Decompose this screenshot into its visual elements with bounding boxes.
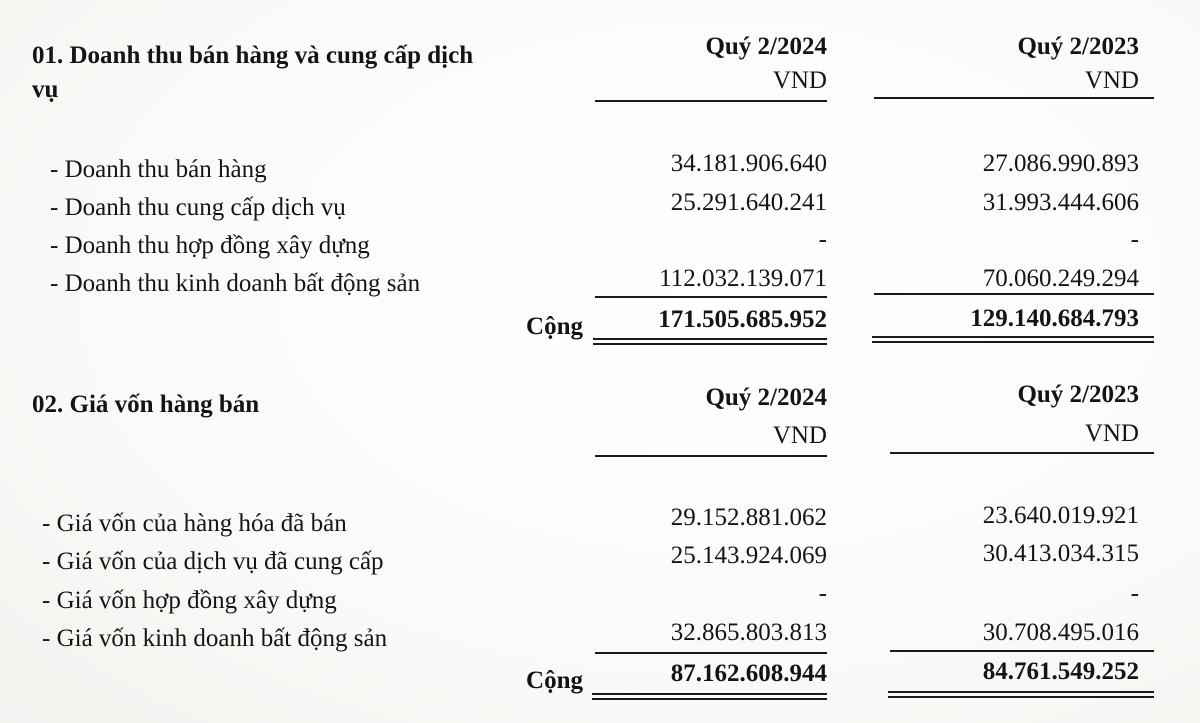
row-value-prior: 23.640.019.921	[982, 502, 1139, 529]
header-underline	[874, 97, 1154, 99]
header-underline	[890, 452, 1154, 454]
header-underline	[595, 100, 827, 102]
header-underline	[595, 455, 827, 457]
row-label: - Giá vốn kinh doanh bất động sản	[42, 625, 388, 652]
total-double-rule	[592, 693, 827, 700]
row-value-current: 32.865.803.813	[670, 619, 827, 646]
section-title: 02. Giá vốn hàng bán	[32, 391, 260, 418]
total-label: Cộng	[526, 313, 583, 340]
column-header-current-period: Quý 2/2024	[705, 33, 827, 60]
column-header-prior-period: Quý 2/2023	[1017, 381, 1139, 408]
total-value-prior: 84.761.549.252	[982, 658, 1139, 685]
column-unit-prior: VND	[1084, 67, 1139, 94]
row-label: - Doanh thu hợp đồng xây dựng	[50, 232, 370, 259]
row-value-prior: 70.060.249.294	[982, 265, 1139, 292]
column-header-prior-period: Quý 2/2023	[1017, 33, 1139, 60]
row-label: - Doanh thu bán hàng	[50, 156, 267, 183]
row-value-prior: 30.708.495.016	[982, 619, 1139, 646]
total-double-rule	[593, 338, 827, 345]
row-value-current: 112.032.139.071	[659, 265, 827, 292]
subtotal-rule	[874, 293, 1154, 295]
row-value-prior: 31.993.444.606	[982, 189, 1139, 216]
row-value-current: 29.152.881.062	[670, 504, 827, 531]
row-label: - Doanh thu kinh doanh bất động sản	[50, 270, 421, 297]
column-unit-current: VND	[772, 422, 827, 449]
row-label: - Giá vốn của dịch vụ đã cung cấp	[42, 548, 384, 575]
column-unit-prior: VND	[1084, 420, 1139, 447]
row-value-current: -	[818, 580, 827, 607]
row-value-current: 25.291.640.241	[670, 189, 827, 216]
section-title: 01. Doanh thu bán hàng và cung cấp dịch	[32, 42, 474, 69]
subtotal-rule	[890, 650, 1154, 652]
total-value-prior: 129.140.684.793	[970, 305, 1139, 332]
row-value-current: 34.181.906.640	[670, 150, 827, 177]
total-value-current: 87.162.608.944	[670, 660, 827, 687]
total-value-current: 171.505.685.952	[658, 306, 827, 333]
total-label: Cộng	[526, 667, 583, 694]
total-double-rule	[888, 691, 1154, 698]
row-value-current: 25.143.924.069	[670, 542, 827, 569]
row-value-prior: -	[1130, 226, 1139, 253]
row-label: - Giá vốn hợp đồng xây dựng	[42, 587, 337, 614]
row-value-prior: -	[1130, 580, 1139, 607]
section-title-continued: vụ	[32, 76, 59, 103]
total-double-rule	[872, 336, 1154, 343]
column-header-current-period: Quý 2/2024	[705, 384, 827, 411]
row-label: - Giá vốn của hàng hóa đã bán	[42, 510, 347, 537]
subtotal-rule	[595, 652, 827, 654]
row-label: - Doanh thu cung cấp dịch vụ	[50, 194, 346, 221]
row-value-current: -	[818, 226, 827, 253]
row-value-prior: 27.086.990.893	[982, 150, 1139, 177]
subtotal-rule	[595, 296, 827, 298]
row-value-prior: 30.413.034.315	[982, 540, 1139, 567]
column-unit-current: VND	[772, 67, 827, 94]
